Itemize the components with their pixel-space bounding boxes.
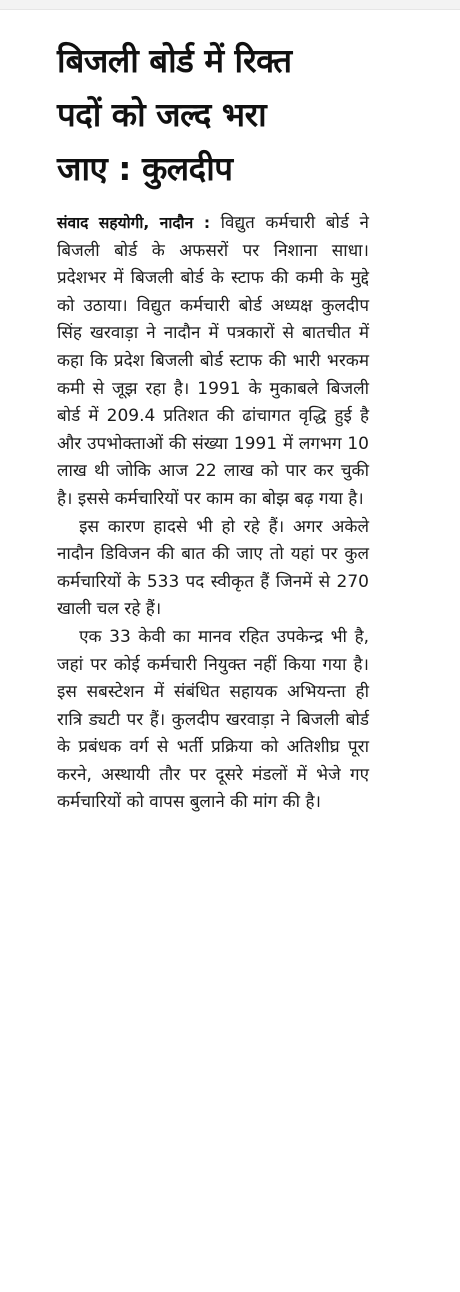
headline-line-2: पदों को जल्द भरा (57, 95, 267, 134)
news-article (57, 34, 369, 817)
paragraph-1-text: विद्युत कर्मचारी बोर्ड ने बिजली बोर्ड के अफसरों पर निशाना साधा। प्रदेशभर में बिजली बोर्ड के स्टाफ की कमी के मुद्दे को उठाया। विद्युत कर्मचारी बोर्ड अध्यक्ष कुलदीप सिंह खरवाड़ा ने नादौन में पत्रकारों से बातचीत में कहा कि प्रदेश बिजली बोर्ड स्टाफ की भारी भरकम कमी से जूझ रहा है। 1991 के मुकाबले बिजली बोर्ड में 209.4 प्रतिशत की ढांचागत वृद्धि हुई है और उपभोक्ताओं की संख्या 1991 में लगभग 10 लाख थी जोकि आज 22 लाख को पार कर चुकी है। इससे कर्मचारियों पर काम का बोझ बढ़ गया है। (57, 213, 369, 509)
body-paragraph-3: एक 33 केवी का मानव रहित उपकेन्द्र भी है, जहां पर कोई कर्मचारी नियुक्त नहीं किया गया है। इस सबस्टेशन में संबंधित सहायक अभियन्ता ही रात्रि ड्यटी पर हैं। कुलदीप खरवाड़ा ने बिजली बोर्ड के प्रबंधक वर्ग से भर्ती प्रक्रिया को अतिशीघ्र पूरा करने, अस्थायी तौर पर दूसरे मंडलों में भेजे गए कर्मचारियों को वापस बुलाने की मांग की है। (57, 626, 369, 813)
body-paragraph-1 (57, 210, 369, 514)
article-body (57, 210, 369, 817)
headline-line-1: बिजली बोर्ड में रिक्त (57, 41, 292, 80)
article-headline (57, 34, 369, 196)
article-dateline: संवाद सहयोगी, नादौन : (57, 214, 211, 232)
headline-line-3: जाए : कुलदीप (57, 149, 233, 188)
body-paragraph-2: इस कारण हादसे भी हो रहे हैं। अगर अकेले नादौन डिविजन की बात की जाए तो यहां पर कुल कर्मचारियों के 533 पद स्वीकृत हैं जिनमें से 270 खाली चल रहे हैं। (57, 516, 369, 620)
top-divider-bar (0, 0, 460, 10)
